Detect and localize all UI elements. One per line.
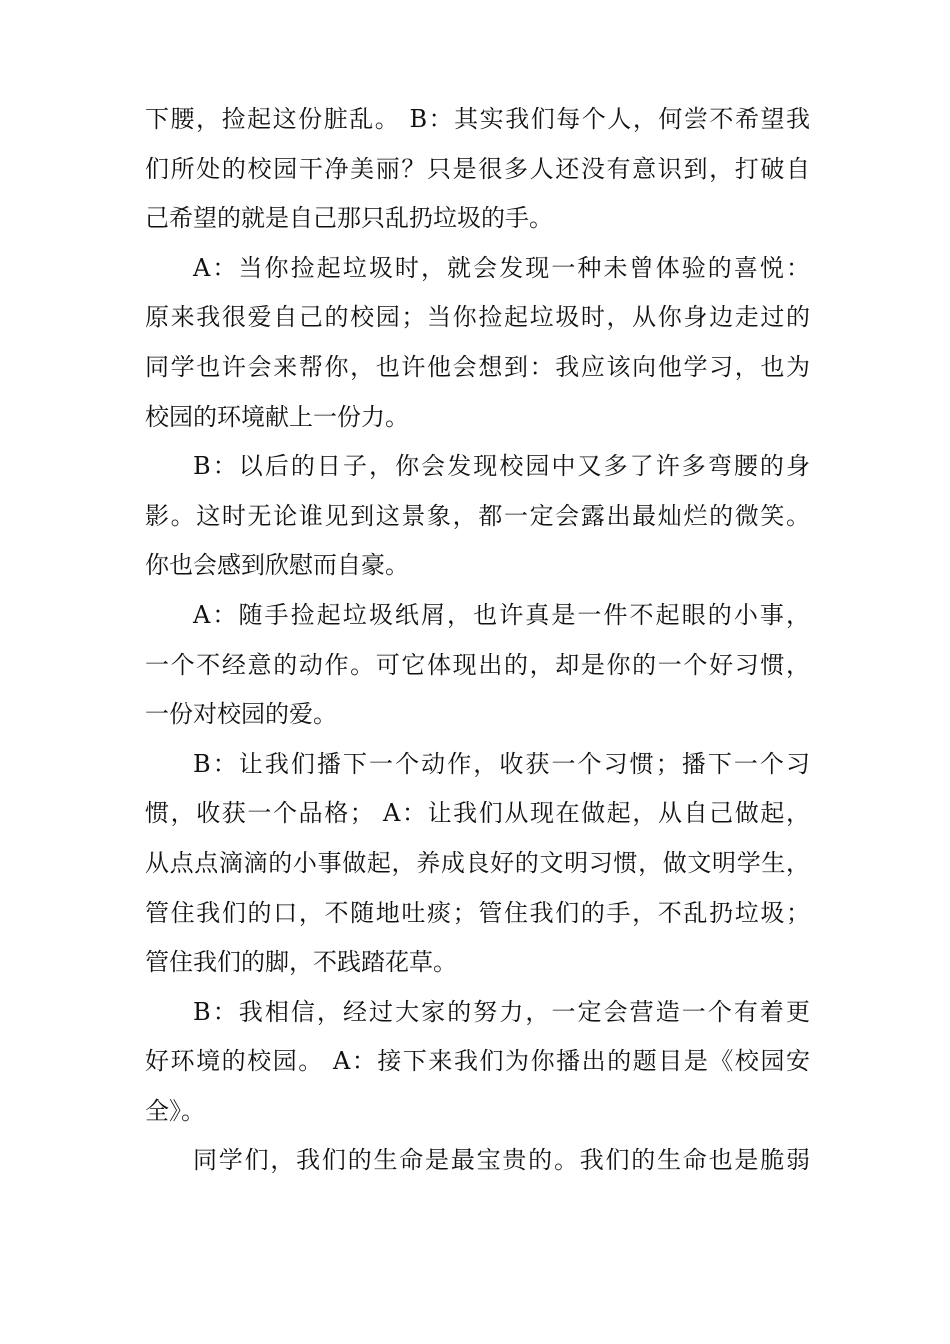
- text-line: 好环境的校园。 A：接下来我们为你播出的题目是《校园安: [145, 1047, 810, 1076]
- text-line: 己希望的就是自己那只乱扔垃圾的手。: [145, 204, 553, 233]
- text-line: 们所处的校园干净美丽？只是很多人还没有意识到，打破自: [145, 154, 810, 183]
- text-line: 管住我们的口，不随地吐痰；管住我们的手，不乱扔垃圾；: [145, 898, 810, 927]
- text-line: B：让我们播下一个动作，收获一个习惯；播下一个习: [193, 749, 810, 778]
- text-line: A：随手捡起垃圾纸屑，也许真是一件不起眼的小事，: [193, 600, 810, 629]
- text-line: 全》。: [145, 1096, 205, 1125]
- text-line: 你也会感到欣慰而自豪。: [145, 551, 409, 580]
- text-line: 管住我们的脚，不践踏花草。: [145, 948, 457, 977]
- text-line: 下腰，捡起这份脏乱。 B：其实我们每个人，何尝不希望我: [145, 105, 810, 133]
- text-line: 一份对校园的爱。: [145, 700, 337, 729]
- text-line: 一个不经意的动作。可它体现出的，却是你的一个好习惯，: [145, 650, 810, 679]
- text-line: 校园的环境献上一份力。: [145, 402, 409, 431]
- text-line: B：我相信，经过大家的努力，一定会营造一个有着更: [193, 997, 810, 1026]
- text-line: 原来我很爱自己的校园；当你捡起垃圾时，从你身边走过的: [145, 303, 810, 332]
- text-line: 惯，收获一个品格； A：让我们从现在做起，从自己做起，: [145, 799, 810, 828]
- text-line: 同学们，我们的生命是最宝贵的。我们的生命也是脆弱: [193, 1146, 810, 1175]
- text-line: 同学也许会来帮你，也许他会想到：我应该向他学习，也为: [145, 352, 810, 381]
- text-line: B：以后的日子，你会发现校园中又多了许多弯腰的身: [193, 452, 810, 481]
- text-line: 影。这时无论谁见到这景象，都一定会露出最灿烂的微笑。: [145, 501, 810, 530]
- text-line: A：当你捡起垃圾时，就会发现一种未曾体验的喜悦：: [193, 253, 810, 282]
- document-body: [145, 95, 810, 1186]
- text-line: 从点点滴滴的小事做起，养成良好的文明习惯，做文明学生，: [145, 848, 810, 877]
